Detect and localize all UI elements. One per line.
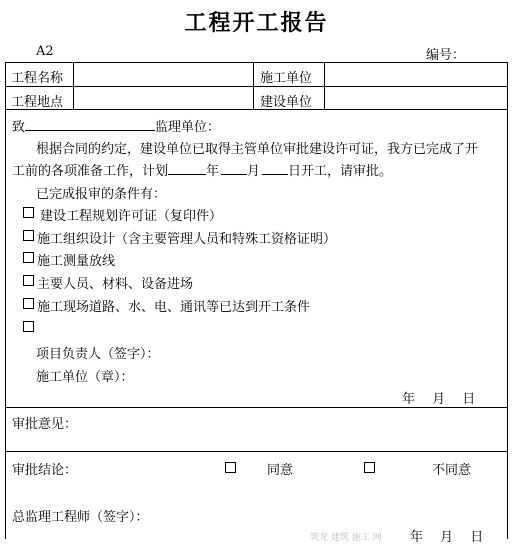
condition-checkbox[interactable] [23, 207, 34, 218]
disagree-checkbox[interactable] [364, 462, 375, 473]
paragraph-line-1: 根据合同的约定，建设单位已取得主管单位审批建设许可证，我方已完成了开 [36, 142, 479, 157]
condition-item: 主要人员、材料、设备进场 [37, 277, 194, 292]
condition-item: 施工组织设计（含主要管理人员和特殊工资格证明） [37, 232, 337, 247]
submission-date: 年 月 日 [402, 392, 476, 407]
year-label: 年 [206, 164, 220, 179]
project-leader-signature-label: 项目负责人（签字）： [36, 347, 160, 362]
condition-item: 施工测量放线 [37, 254, 116, 269]
addressee-line [12, 116, 220, 135]
construction-unit-field[interactable] [327, 64, 504, 84]
agree-checkbox[interactable] [225, 462, 236, 473]
paragraph-line-2 [12, 160, 392, 179]
condition-item: 施工现场道路、水、电、通讯等已达到开工条件 [37, 300, 311, 315]
project-location-label: 工程地点 [11, 95, 64, 110]
condition-checkbox[interactable] [23, 252, 34, 263]
owner-unit-field[interactable] [327, 88, 504, 107]
condition-checkbox[interactable] [23, 275, 34, 286]
document-title: 工程开工报告 [184, 10, 329, 36]
number-label: 编号： [426, 48, 466, 63]
month-label: 月 [247, 164, 261, 179]
project-location-field[interactable] [76, 88, 250, 107]
form-code: A2 [36, 44, 54, 59]
addressee-blank[interactable] [25, 118, 155, 131]
plan-year-blank[interactable] [168, 162, 206, 175]
owner-unit-label: 建设单位 [260, 95, 313, 110]
chief-engineer-signature-label: 总监理工程师（签字）： [12, 510, 149, 525]
condition-checkbox[interactable] [23, 230, 34, 241]
approval-opinion-label: 审批意见： [12, 417, 78, 432]
conditions-heading: 已完成报审的条件有： [36, 187, 167, 202]
project-name-label: 工程名称 [11, 71, 64, 86]
plan-day-blank[interactable] [262, 162, 288, 175]
supervision-unit-label: 监理单位： [155, 120, 221, 135]
approval-conclusion-label: 审批结论： [12, 463, 78, 478]
agree-label: 同意 [267, 463, 294, 478]
construction-unit-seal-label: 施工单位（章）： [36, 370, 134, 385]
plan-month-blank[interactable] [221, 162, 247, 175]
to-prefix: 致 [12, 120, 26, 135]
project-name-field[interactable] [76, 64, 250, 84]
condition-checkbox[interactable] [23, 321, 34, 332]
condition-item: 建设工程规划许可证（复印件） [40, 209, 223, 224]
condition-checkbox[interactable] [23, 298, 34, 309]
construction-unit-label: 施工单位 [260, 71, 313, 86]
start-day-text: 日开工，请审批。 [288, 164, 393, 179]
approval-opinion-field[interactable] [80, 411, 500, 447]
disagree-label: 不同意 [432, 463, 472, 478]
approval-date: 年 月 日 [410, 530, 484, 545]
paragraph-line-2-text: 工前的各项准备工作，计划 [12, 164, 169, 179]
watermark: 筑龙 建筑 施工 网 [310, 533, 382, 543]
